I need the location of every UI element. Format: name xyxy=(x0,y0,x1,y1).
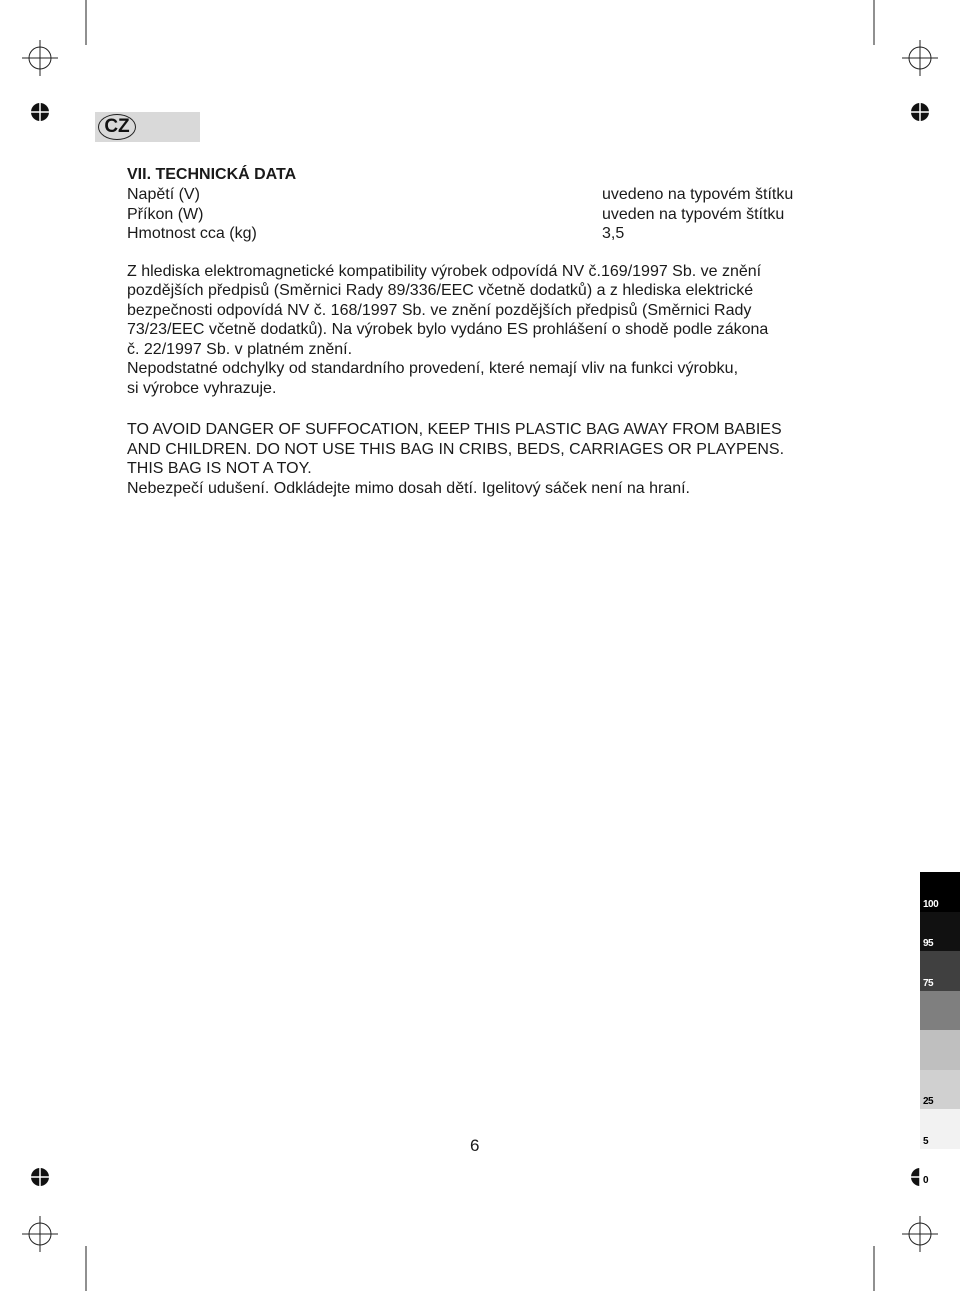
spec-value: 3,5 xyxy=(602,225,625,242)
text-line: 73/23/EEC včetně dodatků). Na výrobek bylo vydáno ES prohlášení o shodě podle zákona xyxy=(127,321,769,338)
color-scale-swatch: 75 xyxy=(920,951,960,991)
spec-label: Příkon (W) xyxy=(127,205,204,223)
spec-table xyxy=(127,185,827,244)
text-line: č. 22/1997 Sb. v platném znění. xyxy=(127,340,353,358)
color-scale-swatch xyxy=(920,1030,960,1070)
warning-line: TO AVOID DANGER OF SUFFOCATION, KEEP THIS PLASTIC BAG AWAY FROM BABIES xyxy=(127,421,782,438)
spec-value: uvedeno na typovém štítku xyxy=(602,186,794,203)
compliance-paragraph xyxy=(127,262,827,399)
document-body xyxy=(127,165,827,498)
spec-row xyxy=(127,185,827,205)
spec-row xyxy=(127,224,827,244)
spec-label: Napětí (V) xyxy=(127,186,200,203)
section-title: VII. TECHNICKÁ DATA xyxy=(127,166,297,183)
color-scale-swatch: 100 xyxy=(920,872,960,912)
text-line: si výrobce vyhrazuje. xyxy=(127,379,277,397)
spec-row xyxy=(127,205,827,225)
color-scale-swatch: 0 xyxy=(920,1149,960,1189)
color-scale-swatch xyxy=(920,991,960,1031)
text-line: Nepodstatné odchylky od standardního provedení, které nemají vliv na funkci výrobku, xyxy=(127,360,739,377)
color-scale-swatch: 5 xyxy=(920,1109,960,1149)
spec-value: uveden na typovém štítku xyxy=(602,205,785,223)
warning-paragraph xyxy=(127,420,827,498)
color-scale xyxy=(920,872,960,1188)
spec-label: Hmotnost cca (kg) xyxy=(127,225,257,242)
warning-line: Nebezpečí udušení. Odkládejte mimo dosah dětí. Igelitový sáček není na hraní. xyxy=(127,479,690,497)
text-line: bezpečnosti odpovídá NV č. 168/1997 Sb. ve znění pozdějších předpisů (Směrnici Rady xyxy=(127,301,752,319)
color-scale-swatch: 95 xyxy=(920,912,960,952)
language-badge: CZ xyxy=(98,114,136,140)
page-number: 6 xyxy=(470,1136,480,1155)
text-line: Z hlediska elektromagnetické kompatibility výrobek odpovídá NV č.169/1997 Sb. ve znění xyxy=(127,262,762,280)
warning-line: THIS BAG IS NOT A TOY. xyxy=(127,460,312,477)
color-scale-swatch: 25 xyxy=(920,1070,960,1110)
warning-line: AND CHILDREN. DO NOT USE THIS BAG IN CRIBS, BEDS, CARRIAGES OR PLAYPENS. xyxy=(127,440,785,458)
text-line: pozdějších předpisů (Směrnici Rady 89/336/EEC včetně dodatků) a z hlediska elektrické xyxy=(127,282,754,299)
